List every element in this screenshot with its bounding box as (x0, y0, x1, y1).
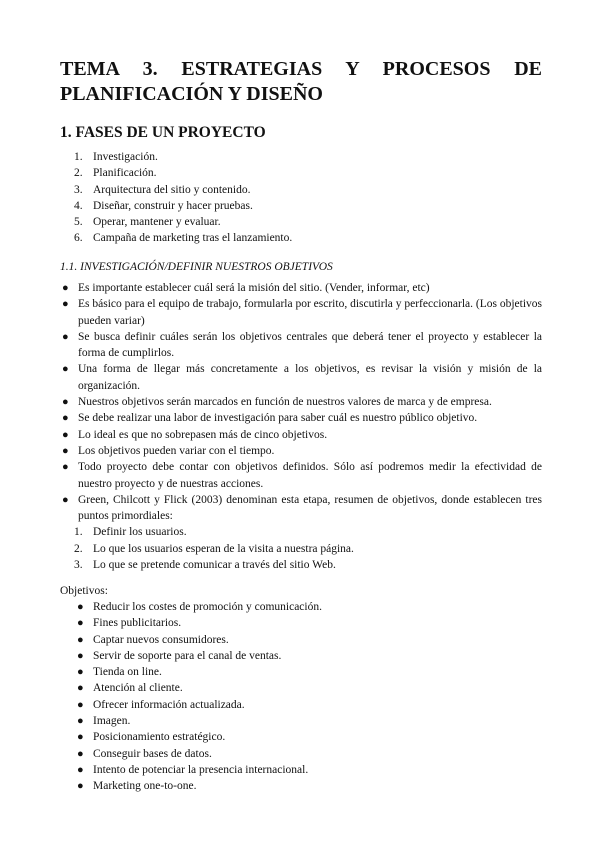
objective-text: Ofrecer información actualizada. (93, 698, 245, 711)
objectives-bullet-list (60, 280, 542, 573)
bullet-icon: ● (77, 666, 84, 679)
subsection-heading: 1.1. INVESTIGACIÓN/DEFINIR NUESTROS OBJETIVOS (60, 261, 333, 273)
phases-list (60, 149, 292, 247)
bullet-icon: ● (77, 763, 84, 776)
objective-text: Reducir los costes de promoción y comunicación. (93, 601, 322, 613)
bullet-icon: ● (77, 649, 84, 662)
bullet-icon: ● (77, 633, 84, 646)
objective-item (60, 599, 322, 615)
bullet-item (60, 443, 542, 459)
phase-item (60, 149, 292, 165)
phase-number: 3. (74, 183, 83, 196)
bullet-item (60, 427, 542, 443)
bullet-icon: ● (62, 282, 69, 294)
bullet-text: Lo ideal es que no sobrepasen más de cinco objetivos. (78, 428, 328, 441)
bullet-item (60, 296, 542, 329)
point-text: Lo que los usuarios esperan de la visita a nuestra página. (93, 542, 354, 555)
bullet-icon: ● (62, 428, 69, 441)
objective-text: Imagen. (93, 715, 131, 728)
phase-number: 2. (74, 167, 83, 180)
bullet-icon: ● (77, 698, 84, 711)
objective-item (60, 615, 322, 631)
phase-text: Diseñar, construir y hacer pruebas. (93, 199, 253, 212)
document-title: TEMA 3. ESTRATEGIAS Y PROCESOS DE PLANIFICACIÓN Y DISEÑO (60, 58, 542, 105)
phase-number: 5. (74, 216, 83, 229)
bullet-text: Se debe realizar una labor de investigación para saber cuál es nuestro público objetivo. (78, 412, 478, 425)
phase-text: Planificación. (93, 167, 157, 180)
bullet-icon: ● (62, 298, 69, 311)
objective-item (60, 648, 322, 664)
bullet-text: Los objetivos pueden variar con el tiempo. (78, 444, 275, 457)
bullet-icon: ● (77, 617, 84, 630)
objective-item (60, 632, 322, 648)
bullet-icon: ● (77, 731, 84, 744)
objective-text: Marketing one-to-one. (93, 780, 197, 793)
objective-item (60, 664, 322, 680)
bullet-item (60, 394, 542, 410)
phase-item (60, 165, 292, 181)
bullet-icon: ● (62, 461, 69, 474)
objective-text: Fines publicitarios. (93, 617, 182, 630)
point-number: 3. (74, 559, 83, 572)
phase-number: 1. (74, 151, 83, 163)
bullet-item (60, 280, 542, 296)
bullet-text: Una forma de llegar más concretamente a los objetivos, es revisar la visión y misión de la organización. (78, 363, 542, 392)
point-item (74, 524, 542, 540)
phase-item (60, 182, 292, 198)
bullet-icon: ● (77, 715, 84, 728)
phase-number: 4. (74, 199, 83, 212)
point-text: Definir los usuarios. (93, 526, 187, 539)
objective-text: Tienda on line. (93, 666, 162, 679)
objectives-list (60, 599, 322, 795)
objective-text: Intento de potenciar la presencia internacional. (93, 763, 309, 776)
bullet-item (60, 361, 542, 394)
objective-item (60, 729, 322, 745)
phase-item (60, 198, 292, 214)
objective-text: Conseguir bases de datos. (93, 747, 212, 760)
bullet-item (60, 459, 542, 492)
objective-item (60, 713, 322, 729)
bullet-icon: ● (62, 493, 69, 506)
bullet-text: Es básico para el equipo de trabajo, formularla por escrito, discutirla y perfeccionarla. (Los objetivos pueden variar) (78, 298, 542, 327)
bullet-icon: ● (77, 601, 84, 613)
phase-item (60, 214, 292, 230)
objective-text: Posicionamiento estratégico. (93, 731, 226, 744)
point-item (74, 557, 542, 573)
objective-item (60, 746, 322, 762)
bullet-icon: ● (77, 747, 84, 760)
bullet-item (60, 410, 542, 426)
section-heading: 1. FASES DE UN PROYECTO (60, 124, 266, 141)
phase-item (60, 230, 292, 246)
bullet-icon: ● (62, 396, 69, 409)
point-item (74, 541, 542, 557)
objective-item (60, 680, 322, 696)
phase-text: Operar, mantener y evaluar. (93, 216, 221, 229)
bullet-text: Es importante establecer cuál será la misión del sitio. (Vender, informar, etc) (78, 282, 430, 294)
bullet-text: Green, Chilcott y Flick (2003) denominan esta etapa, resumen de objetivos, donde establecen tres puntos primordiales: (78, 493, 542, 523)
primary-points-list (74, 524, 542, 573)
bullet-icon: ● (77, 780, 84, 793)
bullet-text: Se busca definir cuáles serán los objetivos centrales que deberá tener el proyecto y establecer la forma de cumplirlos. (78, 330, 542, 360)
objectives-label: Objetivos: (60, 585, 108, 597)
point-text: Lo que se pretende comunicar a través del sitio Web. (93, 559, 336, 572)
bullet-icon: ● (62, 444, 69, 457)
bullet-text: Todo proyecto debe contar con objetivos definidos. Sólo así podremos medir la efectividad de nuestro proyecto y de nuestras acciones. (78, 461, 542, 490)
objective-text: Servir de soporte para el canal de ventas. (93, 649, 282, 662)
bullet-icon: ● (62, 412, 69, 425)
point-number: 1. (74, 526, 83, 539)
phase-text: Campaña de marketing tras el lanzamiento. (93, 232, 293, 245)
phase-text: Arquitectura del sitio y contenido. (93, 183, 251, 196)
phase-text: Investigación. (93, 151, 158, 163)
objective-item (60, 762, 322, 778)
objective-text: Atención al cliente. (93, 682, 183, 695)
objective-text: Captar nuevos consumidores. (93, 633, 229, 646)
phase-number: 6. (74, 232, 83, 245)
bullet-text: Nuestros objetivos serán marcados en función de nuestros valores de marca y de empresa. (78, 396, 492, 409)
objective-item (60, 778, 322, 794)
bullet-item (60, 492, 542, 573)
bullet-icon: ● (62, 330, 69, 343)
bullet-icon: ● (77, 682, 84, 695)
objective-item (60, 697, 322, 713)
bullet-icon: ● (62, 363, 69, 376)
point-number: 2. (74, 542, 83, 555)
bullet-item (60, 329, 542, 362)
